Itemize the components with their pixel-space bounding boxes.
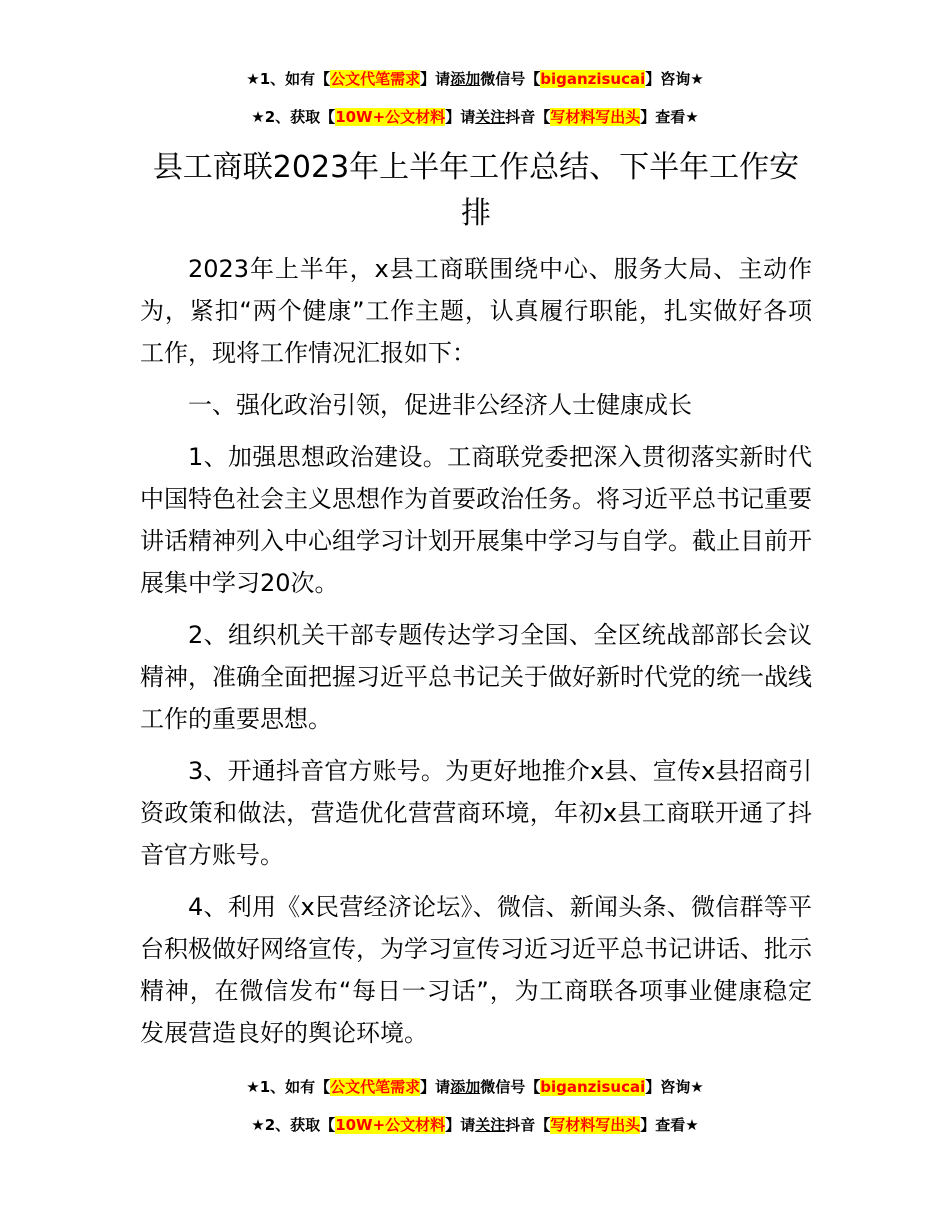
banner-highlight-materials: 10W+公文材料 xyxy=(335,108,446,126)
banner-prefix: ★2、获取【 xyxy=(251,1116,336,1134)
banner-highlight-douyin-id: 写材料写出头 xyxy=(550,108,641,126)
banner-highlight-wechat-id: biganzisucai xyxy=(540,70,646,88)
banner-highlight-service: 公文代笔需求 xyxy=(330,1078,421,1096)
promo-banner-line-2-bottom xyxy=(0,1114,950,1136)
banner-underline-text: 添加 xyxy=(450,70,481,88)
paragraph-item-1: 1、加强思想政治建设。工商联党委把深入贯彻落实新时代中国特色社会主义思想作为首要政治任务。将习近平总书记重要讲话精神列入中心组学习计划开展集中学习与自学。截止目前开展集中学习20次。 xyxy=(140,443,812,597)
paragraph-intro: 2023年上半年，x县工商联围绕中心、服务大局、主动作为，紧扣“两个健康”工作主题，认真履行职能，扎实做好各项工作，现将工作情况汇报如下： xyxy=(140,255,812,367)
banner-prefix: ★2、获取【 xyxy=(251,108,336,126)
banner-text: 】请 xyxy=(445,108,476,126)
banner-text: 】请 xyxy=(445,1116,476,1134)
banner-highlight-materials: 10W+公文材料 xyxy=(335,1116,446,1134)
banner-text: 微信号【 xyxy=(480,70,541,88)
banner-highlight-service: 公文代笔需求 xyxy=(330,70,421,88)
banner-text: 】请 xyxy=(420,1078,451,1096)
promo-banner-line-2-top xyxy=(0,106,950,128)
document-body xyxy=(140,248,812,1064)
banner-underline-text: 添加 xyxy=(450,1078,481,1096)
banner-suffix: 】咨询★ xyxy=(645,70,704,88)
banner-highlight-douyin-id: 写材料写出头 xyxy=(550,1116,641,1134)
banner-underline-text: 关注 xyxy=(475,1116,506,1134)
banner-text: 】请 xyxy=(420,70,451,88)
banner-underline-text: 关注 xyxy=(475,108,506,126)
paragraph-item-4: 4、利用《x民营经济论坛》、微信、新闻头条、微信群等平台积极做好网络宣传，为学习宣传习近习近平总书记讲话、批示精神，在微信发布“每日一习话”，为工商联各项事业健康稳定发展营造良好的舆论环境。 xyxy=(140,893,812,1047)
banner-text: 抖音【 xyxy=(505,108,551,126)
banner-suffix: 】查看★ xyxy=(640,108,699,126)
section-heading-1: 一、强化政治引领，促进非公经济人士健康成长 xyxy=(188,391,692,419)
promo-banner-line-1-bottom xyxy=(0,1076,950,1098)
paragraph-item-2: 2、组织机关干部专题传达学习全国、全区统战部部长会议精神，准确全面把握习近平总书记关于做好新时代党的统一战线工作的重要思想。 xyxy=(140,621,812,733)
banner-text: 抖音【 xyxy=(505,1116,551,1134)
promo-banner-line-1-top xyxy=(0,68,950,90)
paragraph-item-3: 3、开通抖音官方账号。为更好地推介x县、宣传x县招商引资政策和做法，营造优化营营商环境，年初x县工商联开通了抖音官方账号。 xyxy=(140,757,812,869)
banner-highlight-wechat-id: biganzisucai xyxy=(540,1078,646,1096)
banner-prefix: ★1、如有【 xyxy=(246,70,331,88)
banner-text: 微信号【 xyxy=(480,1078,541,1096)
document-title: 县工商联2023年上半年工作总结、下半年工作安排 xyxy=(152,150,800,231)
banner-suffix: 】咨询★ xyxy=(645,1078,704,1096)
banner-suffix: 】查看★ xyxy=(640,1116,699,1134)
banner-prefix: ★1、如有【 xyxy=(246,1078,331,1096)
